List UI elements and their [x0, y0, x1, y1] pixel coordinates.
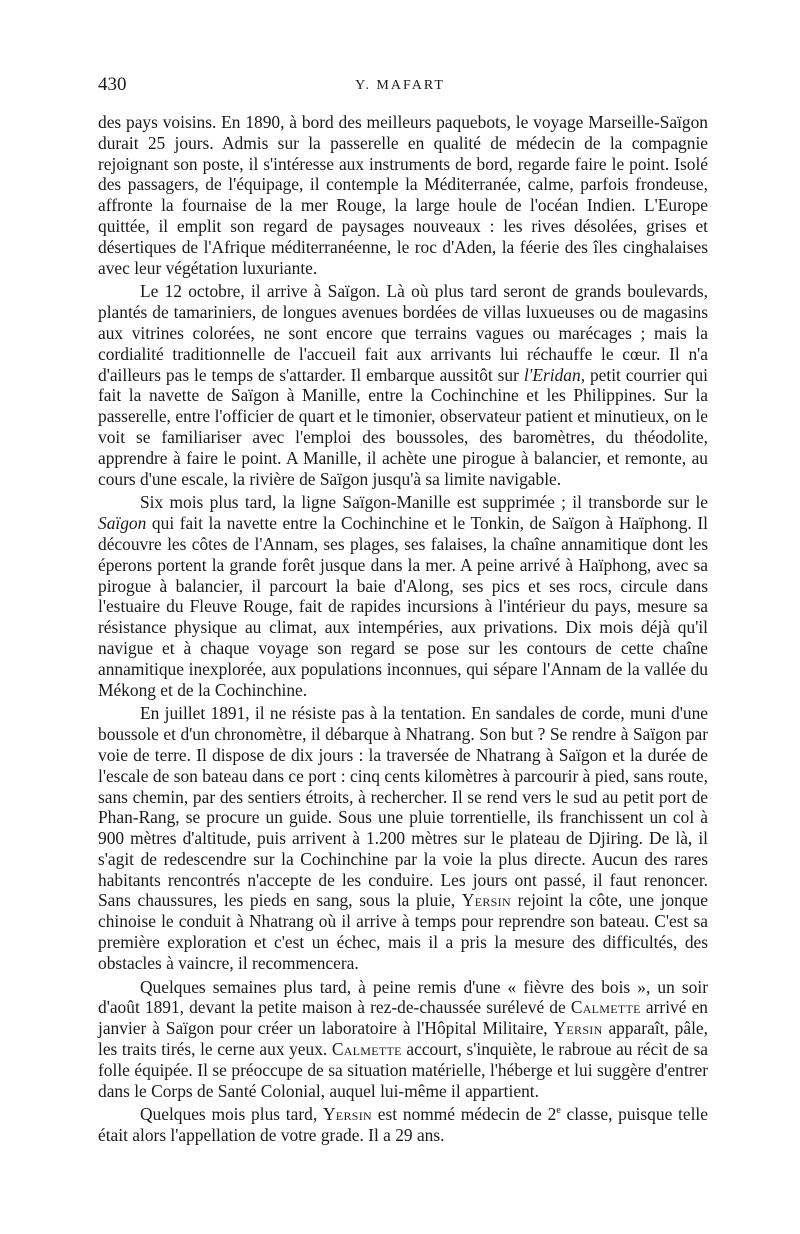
paragraph: [98, 703, 708, 973]
ship-name: l'Eridan,: [523, 364, 586, 385]
paragraph-text: est nommé médecin de 2: [371, 1104, 557, 1125]
person-name: Yersin: [322, 1104, 372, 1125]
paragraph-text: Six mois plus tard, la ligne Saïgon-Manille est supprimée ; il transborde sur le: [140, 492, 708, 513]
paragraph-text: accourt, s'inquiète, le rabroue au récit de sa folle équipée. Il se préoccupe de sa situation matérielle, l'héberge et lui suggère d'entrer dans le Corps de Santé Colonial, auquel lui-même il appartient.: [98, 1039, 708, 1101]
person-name: Calmette: [570, 997, 641, 1018]
paragraph-text: En juillet 1891, il ne résiste pas à la tentation. En sandales de corde, muni d'une boussole et d'un chronomètre, il débarque à Nhatrang. Son but ? Se rendre à Saïgon par voie de terre. Il dispose de dix jours : la traversée de Nhatrang à Saïgon et la durée de l'escale de son bateau dans ce port : cinq cents kilomètres à parcourir à pied, sans route, sans chemin, par des sentiers étroits, à rechercher. Il se rend vers le sud au petit port de Phan-Rang, se procure un guide. Sous une pluie torrentielle, ils franchissent un col à 900 mètres d'altitude, puis arrivent à 1.200 mètres sur le plateau de Djiring. De là, il s'agit de redescendre sur la Cochinchine par la voie la plus directe. Aucun des rares habitants rencontrés n'accepte de les conduire. Les jours ont passé, il faut renoncer. Sans chaussures, les pieds en sang, sous la pluie,: [98, 703, 708, 911]
person-name: Yersin: [553, 1018, 603, 1039]
ship-name: Saïgon: [98, 513, 147, 534]
paragraph-text: qui fait la navette entre la Cochinchine et le Tonkin, de Saïgon à Haïphong. Il découvre les côtes de l'Annam, ses plages, ses falaises, la chaîne annamitique dont les éperons portent la grande forêt jusque dans la mer. A peine arrivé à Haïphong, avec sa pirogue à balancier, il parcourt la baie d'Along, ses pics et ses rocs, circule dans l'estuaire du Fleuve Rouge, fait de rapides incursions à l'intérieur du pays, mesure sa résistance physique au climat, aux intempéries, aux privations. Dix mois déjà qu'il navigue et à chaque voyage son regard se pose sur les contours de cette chaîne annamitique inexplorée, aux populations inconnues, qui sépare l'Annam de la vallée du Mékong et de la Cochinchine.: [98, 513, 708, 700]
body-text: [98, 112, 708, 1149]
running-head: Y. MAFART: [355, 78, 445, 93]
paragraph-text: Le 12 octobre, il arrive à Saïgon. Là où plus tard seront de grands boulevards, plantés de tamariniers, de longues avenues bordées de villas luxueuses ou de magasins aux vitrines colorées, ne sont encore que terrains vagues ou marécages ; mais la cordialité traditionnelle de l'accueil fait aux arrivants lui réchauffe le cœur. Il n'a d'ailleurs pas le temps de s'attarder. Il embarque aussitôt sur: [98, 281, 708, 385]
page-number: 430: [98, 74, 127, 95]
person-name: Calmette: [331, 1039, 402, 1060]
paragraph-text: petit courrier qui fait la navette de Saïgon à Manille, entre la Cochinchine et les Philippines. Sur la passerelle, entre l'officier de quart et le timonier, observateur patient et minutieux, on le voit se familiariser avec l'emploi des boussoles, des baromètres, du théodolite, apprendre à faire le point. A Manille, il achète une pirogue à balancier, et remonte, au cours d'une escale, la rivière de Saïgon jusqu'à sa limite navigable.: [98, 364, 708, 489]
paragraph: [98, 977, 708, 1102]
paragraph-text: arrivé en janvier à Saïgon pour créer un laboratoire à l'Hôpital Militaire,: [98, 997, 708, 1039]
paragraph-text: Quelques semaines plus tard, à peine remis d'une « fièvre des bois », un soir d'août 1891, devant la petite maison à rez-de-chaussée surélevé de: [98, 976, 708, 1018]
paragraph: [98, 492, 708, 700]
paragraph-text: classe, puisque telle était alors l'appellation de votre grade. Il a 29 ans.: [98, 1104, 708, 1146]
paragraph: [98, 112, 708, 278]
paragraph-text: apparaît, pâle, les traits tirés, le cerne aux yeux.: [98, 1018, 708, 1060]
superscript: e: [556, 1105, 561, 1117]
paragraph: [98, 1104, 708, 1146]
paragraph-text: des pays voisins. En 1890, à bord des meilleurs paquebots, le voyage Marseille-Saïgon durait 25 jours. Admis sur la passerelle en qualité de médecin de la compagnie rejoignant son poste, il s'intéresse aux instruments de bord, regarde faire le point. Isolé des passagers, de l'équipage, il contemple la Méditerranée, calme, parfois frondeuse, affronte la fournaise de la mer Rouge, la large houle de l'océan Indien. L'Europe quittée, il emplit son regard de paysages nouveaux : les rives désolées, grises et désertiques de l'Afrique méditerranéenne, le roc d'Aden, la féerie des îles cinghalaises avec leur végétation luxuriante.: [98, 112, 708, 278]
person-name: Yersin: [461, 890, 511, 911]
paragraph: [98, 281, 708, 489]
paragraph-text: rejoint la côte, une jonque chinoise le conduit à Nhatrang où il arrive à temps pour reprendre son bateau. C'est sa première exploration et c'est un échec, mais il a pris la mesure des difficultés, des obstacles à vaincre, il recommencera.: [98, 890, 708, 973]
paragraph-text: Quelques mois plus tard,: [140, 1104, 323, 1125]
